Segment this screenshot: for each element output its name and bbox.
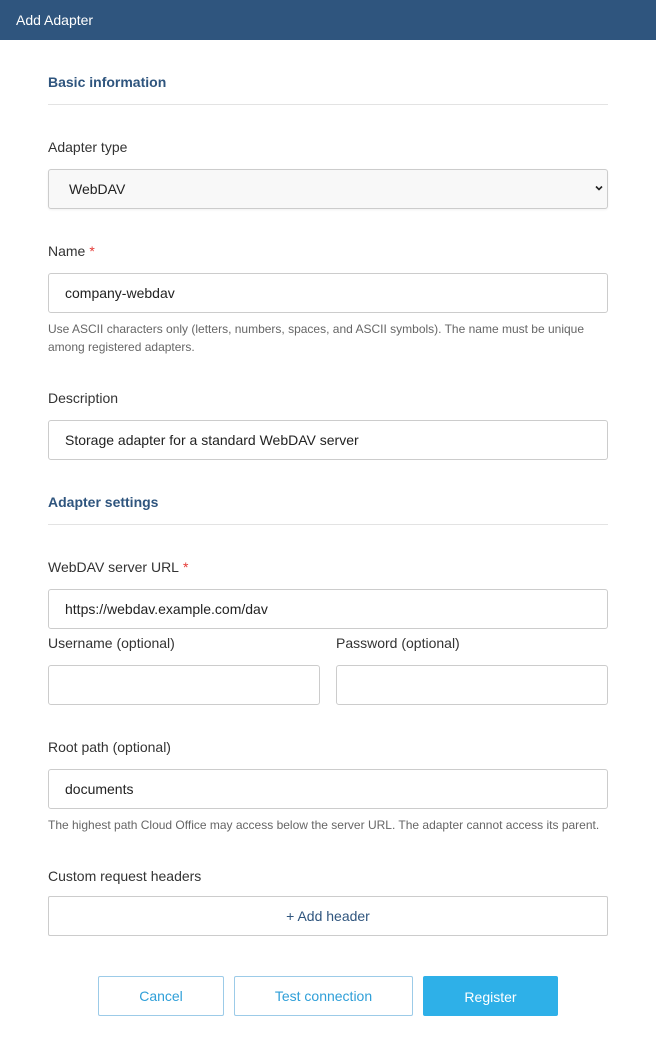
- description-input[interactable]: Storage adapter for a standard WebDAV server: [48, 420, 608, 460]
- root-path-input[interactable]: documents: [48, 769, 608, 809]
- register-button[interactable]: Register: [423, 976, 558, 1016]
- root-path-label: Root path (optional): [48, 739, 171, 755]
- password-label: Password (optional): [336, 635, 460, 651]
- adapter-settings-divider: [48, 524, 608, 525]
- required-asterisk: *: [89, 243, 95, 259]
- dialog-title: Add Adapter: [16, 12, 94, 28]
- adapter-type-selected-value: WebDAV: [69, 181, 126, 197]
- custom-headers-label: Custom request headers: [48, 868, 202, 884]
- url-label: [48, 559, 188, 575]
- required-asterisk: *: [182, 559, 189, 575]
- basic-info-section-title: Basic information: [48, 74, 167, 90]
- password-input[interactable]: [336, 665, 608, 705]
- url-input[interactable]: https://webdav.example.com/dav: [48, 589, 608, 629]
- adapter-type-select[interactable]: [48, 169, 608, 209]
- name-label-text: Name: [48, 243, 86, 259]
- chevron-down-icon: [595, 184, 603, 192]
- username-label: Username (optional): [48, 635, 175, 651]
- root-path-hint: The highest path Cloud Office may access below the server URL. The adapter cannot access its parent.: [48, 818, 600, 832]
- adapter-type-label: Adapter type: [48, 139, 128, 155]
- username-input[interactable]: [48, 665, 320, 705]
- basic-info-divider: [48, 104, 608, 105]
- description-label: Description: [48, 390, 119, 406]
- name-hint: Use ASCII characters only (letters, numbers, spaces, and ASCII symbols). The name must be unique among registered adapters.: [48, 322, 585, 354]
- name-label: [48, 243, 95, 259]
- form-body: [48, 0, 608, 1005]
- name-input[interactable]: company-webdav: [48, 273, 608, 313]
- url-label-text: WebDAV server URL: [48, 559, 179, 575]
- test-connection-button[interactable]: Test connection: [234, 976, 413, 1016]
- add-header-button[interactable]: + Add header: [48, 896, 608, 936]
- adapter-settings-section-title: Adapter settings: [48, 494, 159, 510]
- cancel-button[interactable]: Cancel: [98, 976, 224, 1016]
